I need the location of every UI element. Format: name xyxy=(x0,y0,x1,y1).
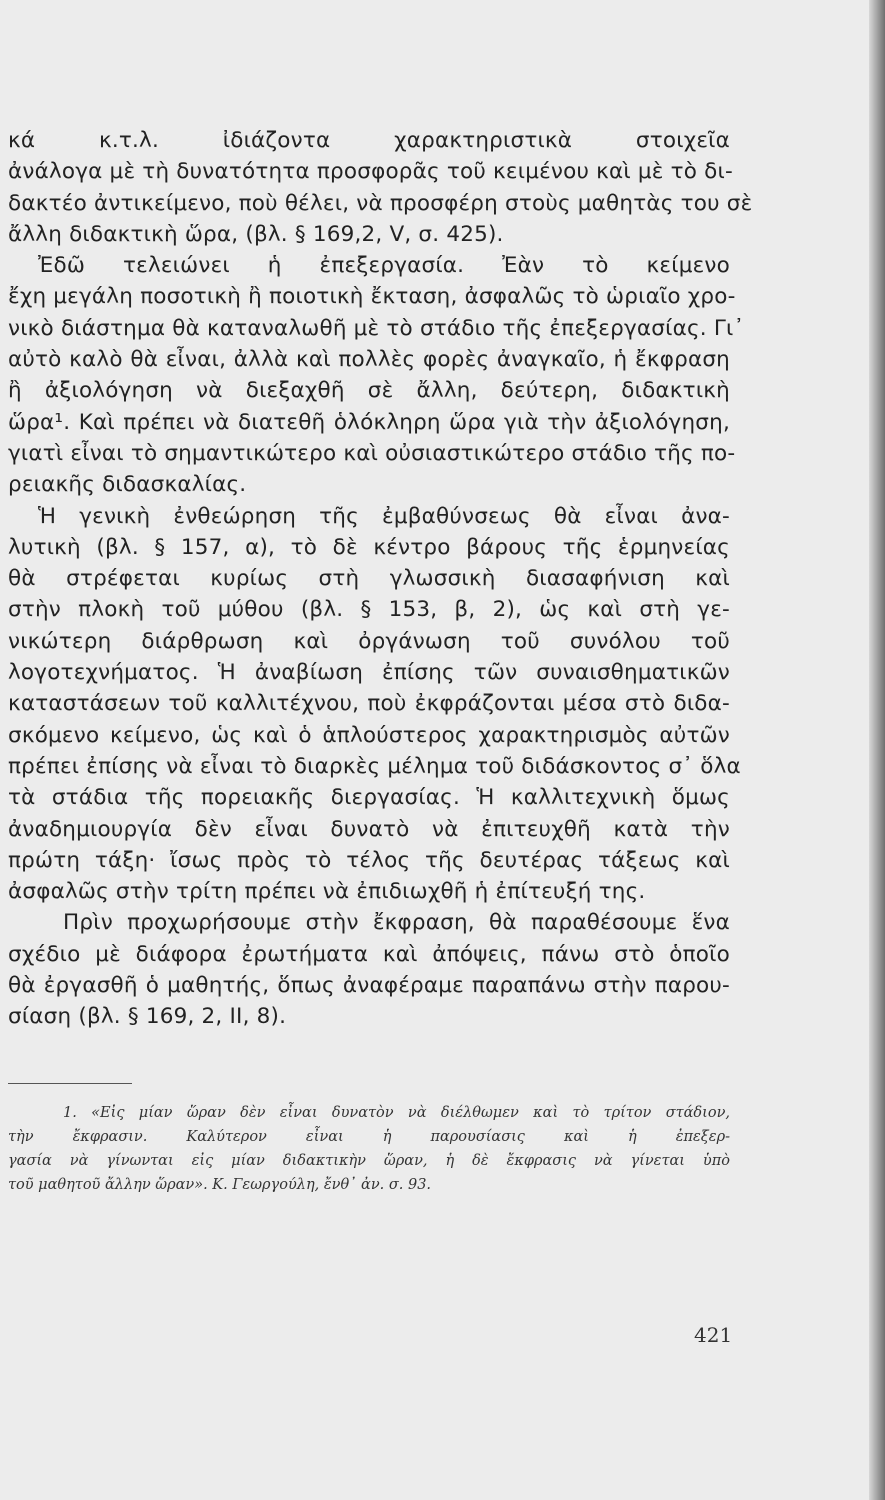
text-line: ὥρα¹. Καὶ πρέπει νὰ διατεθῆ ὁλόκληρη ὥρα γιὰ τὴν ἀξιολόγηση, xyxy=(8,409,730,435)
footnote-divider xyxy=(8,1083,132,1084)
text-line: ἄλλη διδακτικὴ ὥρα, (βλ. § 169,2, V, σ. 425). xyxy=(8,221,504,247)
footnote-line: γασία νὰ γίνωνται εἰς μίαν διδακτικὴν ὥραν, ἡ δὲ ἔκφρασις νὰ γίνεται ὑπὸ xyxy=(8,1153,730,1169)
text-line: Πρὶν προχωρήσουμε στὴν ἔκφραση, θὰ παραθέσουμε ἕνα xyxy=(63,910,730,936)
footnote-line: τοῦ μαθητοῦ ἄλλην ὥραν». Κ. Γεωργούλη, ἔνθ᾽ ἀν. σ. 93. xyxy=(8,1177,432,1193)
text-line: σκόμενο κείμενο, ὡς καὶ ὁ ἁπλούστερος χαρακτηρισμὸς αὐτῶν xyxy=(8,722,730,748)
text-line: Ἡ γενικὴ ἐνθεώρηση τῆς ἐμβαθύνσεως θὰ εἶναι ἀνα- xyxy=(38,503,730,529)
footnote-line: 1. «Εἰς μίαν ὥραν δὲν εἶναι δυνατὸν νὰ διέλθωμεν καὶ τὸ τρίτον στάδιον, xyxy=(63,1105,730,1121)
text-line: ἀσφαλῶς στὴν τρίτη πρέπει νὰ ἐπιδιωχθῆ ἡ ἐπίτευξή της. xyxy=(8,879,646,905)
text-line: λυτικὴ (βλ. § 157, α), τὸ δὲ κέντρο βάρους τῆς ἑρμηνείας xyxy=(8,534,730,560)
text-line: σχέδιο μὲ διάφορα ἐρωτήματα καὶ ἀπόψεις, πάνω στὸ ὁποῖο xyxy=(8,941,730,967)
text-line: δακτέο ἀντικείμενο, ποὺ θέλει, νὰ προσφέρη στοὺς μαθητὰς του σὲ xyxy=(8,190,753,216)
page-edge-shadow xyxy=(869,0,885,1500)
text-line: θὰ ἐργασθῆ ὁ μαθητής, ὅπως ἀναφέραμε παραπάνω στὴν παρου- xyxy=(8,973,730,999)
page-number: 421 xyxy=(694,1323,733,1347)
text-line: κά κ.τ.λ. ἰδιάζοντα χαρακτηριστικὰ στοιχεῖα xyxy=(8,128,730,153)
text-line: θὰ στρέφεται κυρίως στὴ γλωσσικὴ διασαφήνιση καὶ xyxy=(8,566,730,592)
text-line: καταστάσεων τοῦ καλλιτέχνου, ποὺ ἐκφράζονται μέσα στὸ διδα- xyxy=(8,691,730,717)
text-line: ἀναδημιουργία δὲν εἶναι δυνατὸ νὰ ἐπιτευχθῆ κατὰ τὴν xyxy=(8,816,730,842)
text-line: λογοτεχνήματος. Ἡ ἀναβίωση ἐπίσης τῶν συναισθηματικῶν xyxy=(8,660,730,686)
text-line: ρειακῆς διδασκαλίας. xyxy=(8,472,247,498)
text-line: νικώτερη διάρθρωση καὶ ὀργάνωση τοῦ συνόλου τοῦ xyxy=(8,628,730,654)
text-line: νικὸ διάστημα θὰ καταναλωθῆ μὲ τὸ στάδιο τῆς ἐπεξεργασίας. Γι᾽ xyxy=(8,315,745,341)
text-line: στὴν πλοκὴ τοῦ μύθου (βλ. § 153, β, 2), ὡς καὶ στὴ γε- xyxy=(8,597,730,623)
text-line: ἔχη μεγάλη ποσοτικὴ ἢ ποιοτικὴ ἔκταση, ἀσφαλῶς τὸ ὡριαῖο χρο- xyxy=(8,284,736,310)
footnote-line: τὴν ἔκφρασιν. Καλύτερον εἶναι ἡ παρουσίασις καὶ ἡ ἐπεξερ- xyxy=(8,1129,730,1145)
text-line: σίαση (βλ. § 169, 2, II, 8). xyxy=(8,1004,287,1030)
text-line: ἀνάλογα μὲ τὴ δυνατότητα προσφορᾶς τοῦ κειμένου καὶ μὲ τὸ δι- xyxy=(8,159,733,185)
text-line: γιατὶ εἶναι τὸ σημαντικώτερο καὶ οὐσιαστικώτερο στάδιο τῆς πο- xyxy=(8,440,736,466)
footnote xyxy=(8,1101,730,1197)
text-line: πρέπει ἐπίσης νὰ εἶναι τὸ διαρκὲς μέλημα τοῦ διδάσκοντος σ᾽ ὅλα xyxy=(8,753,741,779)
text-line: αὐτὸ καλὸ θὰ εἶναι, ἀλλὰ καὶ πολλὲς φορὲς ἀναγκαῖο, ἡ ἔκφραση xyxy=(8,347,730,373)
main-text xyxy=(8,125,753,1033)
text-line: τὰ στάδια τῆς πορειακῆς διεργασίας. Ἡ καλλιτεχνικὴ ὅμως xyxy=(8,785,730,811)
text-line: Ἐδῶ τελειώνει ἡ ἐπεξεργασία. Ἐὰν τὸ κείμενο xyxy=(38,253,730,279)
text-line: πρώτη τάξη· ἴσως πρὸς τὸ τέλος τῆς δευτέρας τάξεως καὶ xyxy=(8,847,730,873)
text-line: ἢ ἀξιολόγηση νὰ διεξαχθῆ σὲ ἄλλη, δεύτερη, διδακτικὴ xyxy=(8,378,730,404)
